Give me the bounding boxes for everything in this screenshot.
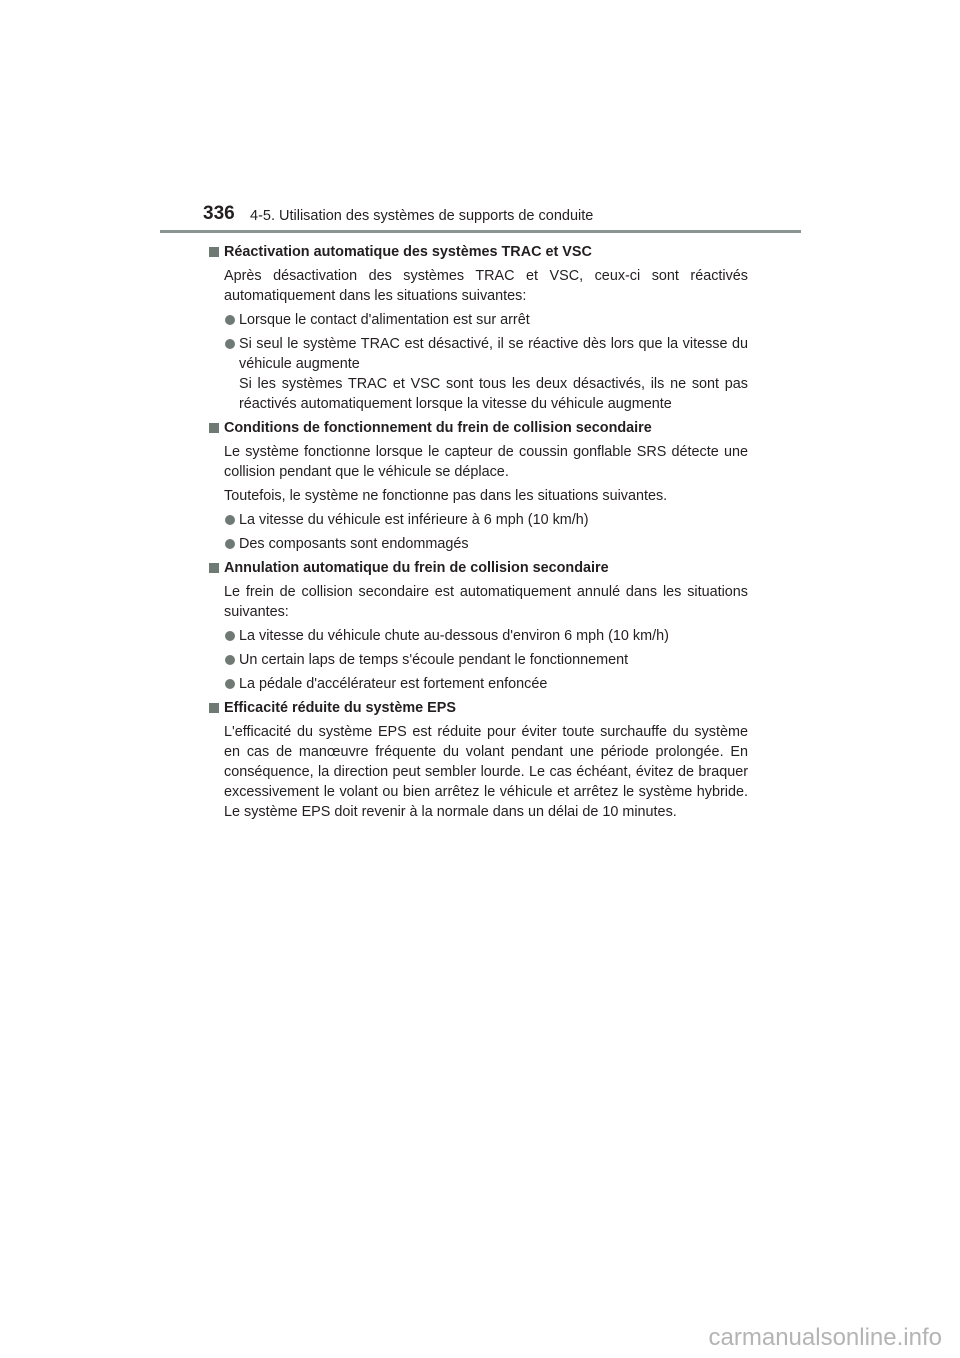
- list-item: La pédale d'accélérateur est fortement enfoncée: [208, 674, 748, 694]
- section-secondary-collision-brake-conditions: [208, 418, 748, 554]
- section-trac-vsc-reactivation: [208, 242, 748, 414]
- square-bullet-icon: [209, 247, 219, 257]
- list-item: Si seul le système TRAC est désactivé, il se réactive dès lors que la vitesse du véhicule augmente Si les systèmes TRAC et VSC sont tous les deux désactivés, ils ne sont pas réactivés automatiquement lorsque la vitesse du véhicule augmente: [208, 334, 748, 414]
- list-item: Lorsque le contact d'alimentation est sur arrêt: [208, 310, 748, 330]
- round-bullet-icon: [225, 315, 235, 325]
- paragraph: Le système fonctionne lorsque le capteur de coussin gonflable SRS détecte une collision pendant que le véhicule se déplace.: [224, 444, 748, 480]
- round-bullet-icon: [225, 679, 235, 689]
- round-bullet-icon: [225, 515, 235, 525]
- square-bullet-icon: [209, 703, 219, 713]
- page-number: 336: [203, 203, 235, 224]
- watermark: carmanualsonline.info: [708, 1324, 942, 1351]
- list-item: La vitesse du véhicule est inférieure à 6 mph (10 km/h): [208, 510, 748, 530]
- section-heading: Annulation automatique du frein de collision secondaire: [224, 560, 609, 576]
- paragraph: L'efficacité du système EPS est réduite pour éviter toute surchauffe du système en cas de manœuvre fréquente du volant pendant une période prolongée. En conséquence, la direction peut sembler lourde. Le cas échéant, évitez de braquer excessivement le volant ou bien arrêtez le véhicule et arrêtez le système hybride. Le système EPS doit revenir à la normale dans un délai de 10 minutes.: [224, 724, 748, 820]
- list-item: Un certain laps de temps s'écoule pendant le fonctionnement: [208, 650, 748, 670]
- round-bullet-icon: [225, 655, 235, 665]
- section-heading: Réactivation automatique des systèmes TRAC et VSC: [224, 244, 592, 260]
- round-bullet-icon: [225, 339, 235, 349]
- section-eps-reduced-efficiency: [208, 698, 748, 822]
- square-bullet-icon: [209, 563, 219, 573]
- paragraph: Le frein de collision secondaire est automatiquement annulé dans les situations suivantes:: [224, 584, 748, 620]
- list-item: Des composants sont endommagés: [208, 534, 748, 554]
- section-heading: Conditions de fonctionnement du frein de collision secondaire: [224, 420, 652, 436]
- paragraph: Après désactivation des systèmes TRAC et VSC, ceux-ci sont réactivés automatiquement dans les situations suivantes:: [224, 268, 748, 304]
- main-content: [208, 242, 748, 826]
- paragraph: Toutefois, le système ne fonctionne pas dans les situations suivantes.: [224, 488, 668, 504]
- round-bullet-icon: [225, 539, 235, 549]
- header-divider: [160, 230, 801, 233]
- chapter-title: 4-5. Utilisation des systèmes de supports de conduite: [250, 208, 594, 224]
- list-item: La vitesse du véhicule chute au-dessous d'environ 6 mph (10 km/h): [208, 626, 748, 646]
- section-secondary-collision-brake-cancel: [208, 558, 748, 694]
- section-heading: Efficacité réduite du système EPS: [224, 700, 456, 716]
- round-bullet-icon: [225, 631, 235, 641]
- square-bullet-icon: [209, 423, 219, 433]
